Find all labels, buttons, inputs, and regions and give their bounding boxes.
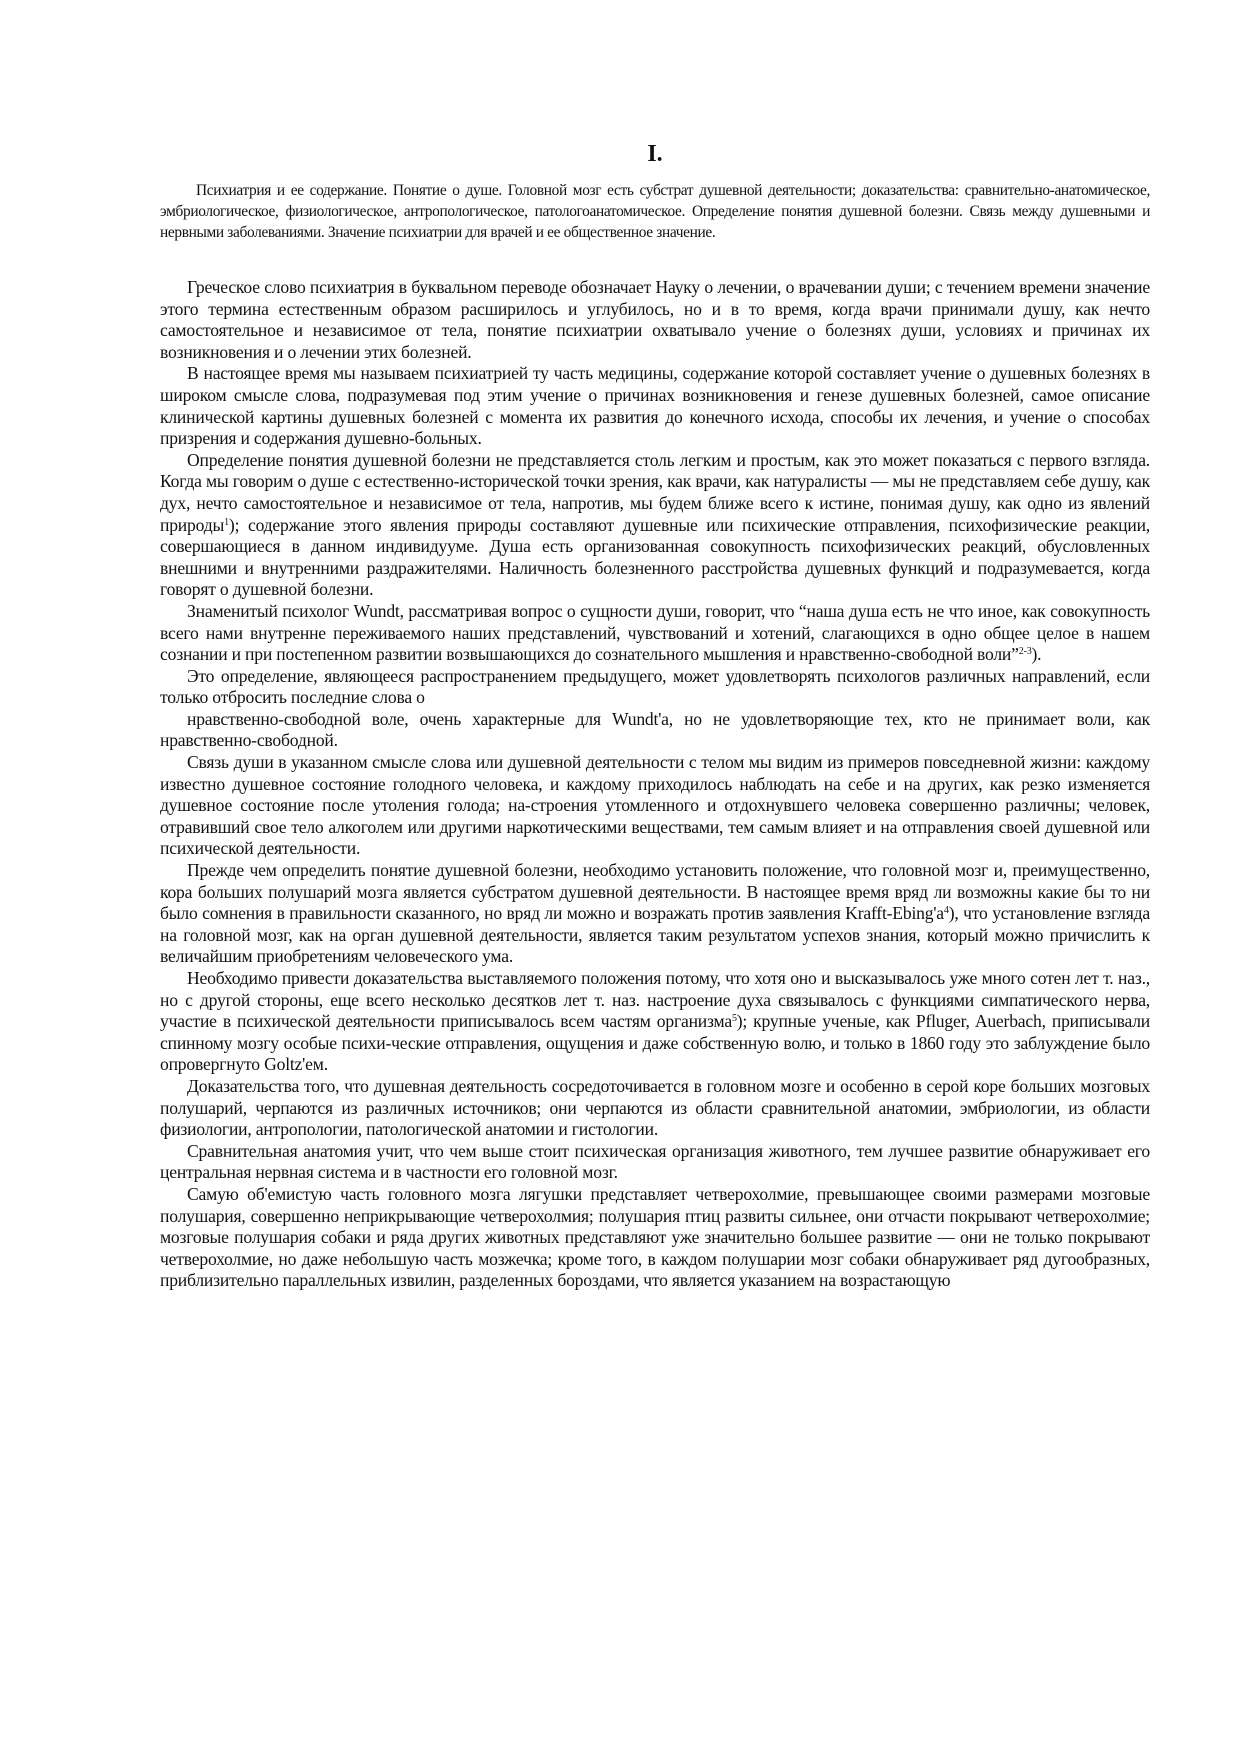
paragraph-12: Самую об'емистую часть головного мозга лягушки представляет четверохолмие, превышающее своими размерами мозговые полушария, совершенно неприкрывающие четверохолмия; полушария птиц развиты сильнее, они отчасти покрывают четверохолмие; мозговые полушария собаки и ряда других животных представляют уже значительно большее развитие — они не только покрывают четверохолмие, но даже небольшую часть мозжечка; кроме того, в каждом полушарии мозг собаки обнаруживает ряд дугообразных, приблизительно параллельных извилин, разделенных бороздами, что является указанием на возрастающую bbox=[160, 1183, 1150, 1291]
paragraph-4-text-a: Знаменитый психолог Wundt, рассматривая вопрос о сущности души, говорит, что “наша душа есть не что иное, как совокупность всего нами внутренне переживаемого наших представлений, чувствований и хотений, слагающихся в одно общее целое в нашем сознании и при постепенном развитии возвышающихся до сознательного мышления и нравственно-свободной воли” bbox=[160, 600, 1150, 665]
paragraph-9-text-a: Необходимо привести доказательства выставляемого положения потому, что хотя оно и высказывалось уже много сотен лет т. наз., но с другой стороны, еще всего несколько десятков лет т. наз. настроение духа связывалось с функциями симпатического нерва, участие в психической деятельности приписывалось всем частям организма bbox=[160, 968, 1150, 1032]
footnote-ref-1: 1 bbox=[224, 516, 229, 528]
paragraph-7: Связь души в указанном смысле слова или душевной деятельности с телом мы видим из примеров повседневной жизни: каждому известно душевное состояние голодного человека, и каждому приходилось наблюдать на себе и на других, как резко изменяется душевное состояние после утоления голода; на-строения утомленного и отдохнувшего человека совершенно различны; человек, отравивший свое тело алкоголем или другими наркотическими веществами, тем самым влияет и на отправления своей душевной или психической деятельности. bbox=[160, 752, 1150, 859]
chapter-number: I. bbox=[647, 141, 663, 167]
footnote-ref-5: 5 bbox=[731, 1013, 737, 1025]
paragraph-5: Это определение, являющееся распространением предыдущего, может удовлетворять психологов различных направлений, если только отбросить последние слова о bbox=[160, 665, 1150, 708]
document-page bbox=[160, 140, 1150, 1292]
paragraph-4-text-b: ). bbox=[1031, 644, 1042, 665]
paragraph-1: Греческое слово психиатрия в буквальном переводе обозначает Науку о лечении, о врачевании души; с течением времени значение этого термина естественным образом расширилось и углубилось, но и в то время, когда врачи принимали душу, как нечто самостоятельное и независимое от тела, понятие психиатрии охватывало учение о болезнях души, условиях и причинах их возникновения и о лечении этих болезней. bbox=[160, 277, 1150, 362]
footnote-ref-2-3: 2-3 bbox=[1018, 646, 1032, 658]
footnote-ref-4: 4 bbox=[943, 905, 949, 917]
paragraph-3-text-a: Определение понятия душевной болезни не представляется столь легким и простым, как это может показаться с первого взгляда. Когда мы говорим о душе с естественно-исторической точки зрения, как врачи, как натуралисты — мы не представляем себе душу, как дух, нечто самостоятельное и независимое от тела, напротив, мы будем ближе всего к истине, понимая душу, как одно из явлений природы bbox=[160, 449, 1150, 535]
paragraph-8-text-b: ), что установление взгляда на головной мозг, как на орган душевной деятельности, является таким результатом успехов знания, который можно причислить к величайшим приобретениям человеческого ума. bbox=[160, 903, 1150, 967]
paragraph-2: В настоящее время мы называем психиатрией ту часть медицины, содержание которой составляет учение о душевных болезнях в широком смысле слова, подразумевая под этим учение о причинах возникновения и генезе душевных болезней, самое описание клинической картины душевных болезней с момента их развития до конечного исхода, способы их лечения, и учение о способах призрения и содержания душевно-больных. bbox=[160, 363, 1150, 449]
paragraph-9 bbox=[160, 968, 1150, 1076]
paragraph-3-text-b: ); содержание этого явления природы составляют душевные или психические отправления, психофизические реакции, совершающиеся в данном индивидууме. Душа есть организованная совокупность психофизических реакций, обусловленных внешними и внутренними раздражителями. Наличность болезненного расстройства душевных функций и подразумевается, когда говорят о душевной болезни. bbox=[160, 514, 1150, 600]
paragraph-11: Сравнительная анатомия учит, что чем выше стоит психическая организация животного, тем лучшее развитие обнаруживает его центральная нервная система и в частности его головной мозг. bbox=[160, 1140, 1150, 1183]
paragraph-4 bbox=[160, 601, 1150, 666]
paragraph-8 bbox=[160, 860, 1150, 968]
paragraph-8-text-a: Прежде чем определить понятие душевной болезни, необходимо установить положение, что головной мозг и, преимущественно, кора больших полушарий мозга является субстратом душевной деятельности. В настоящее время вряд ли возможны какие бы то ни было сомнения в правильности сказанного, но вряд ли можно и возражать против заявления Krafft-Ebing'a bbox=[160, 860, 1150, 924]
paragraph-6: нравственно-свободной воле, очень характерные для Wundt'a, но не удовлетворяющие тех, кто не принимает воли, как нравственно-свободной. bbox=[160, 708, 1150, 751]
chapter-summary: Психиатрия и ее содержание. Понятие о душе. Головной мозг есть субстрат душевной деятельности; доказательства: сравнительно-анатомическое, эмбриологическое, физиологическое, антропологическое, патологоанатомическое. Определение понятия душевной болезни. Связь между душевными и нервными заболеваниями. Значение психиатрии для врачей и ее общественное значение. bbox=[160, 182, 1150, 241]
paragraph-3 bbox=[160, 450, 1150, 601]
paragraph-10: Доказательства того, что душевная деятельность сосредоточивается в головном мозге и особенно в серой коре больших мозговых полушарий, черпаются из различных источников; они черпаются из области сравнительной анатомии, эмбриологии, из области физиологии, антропологии, патологической анатомии и гистологии. bbox=[160, 1075, 1150, 1140]
paragraph-9-text-b: ); крупные ученые, как Pfluger, Auerbach, приписывали спинному мозгу особые психи-ческие отправления, ощущения и даже собственную волю, и только в 1860 году это заблуждение было опровергнуто Goltz'ем. bbox=[160, 1011, 1150, 1075]
